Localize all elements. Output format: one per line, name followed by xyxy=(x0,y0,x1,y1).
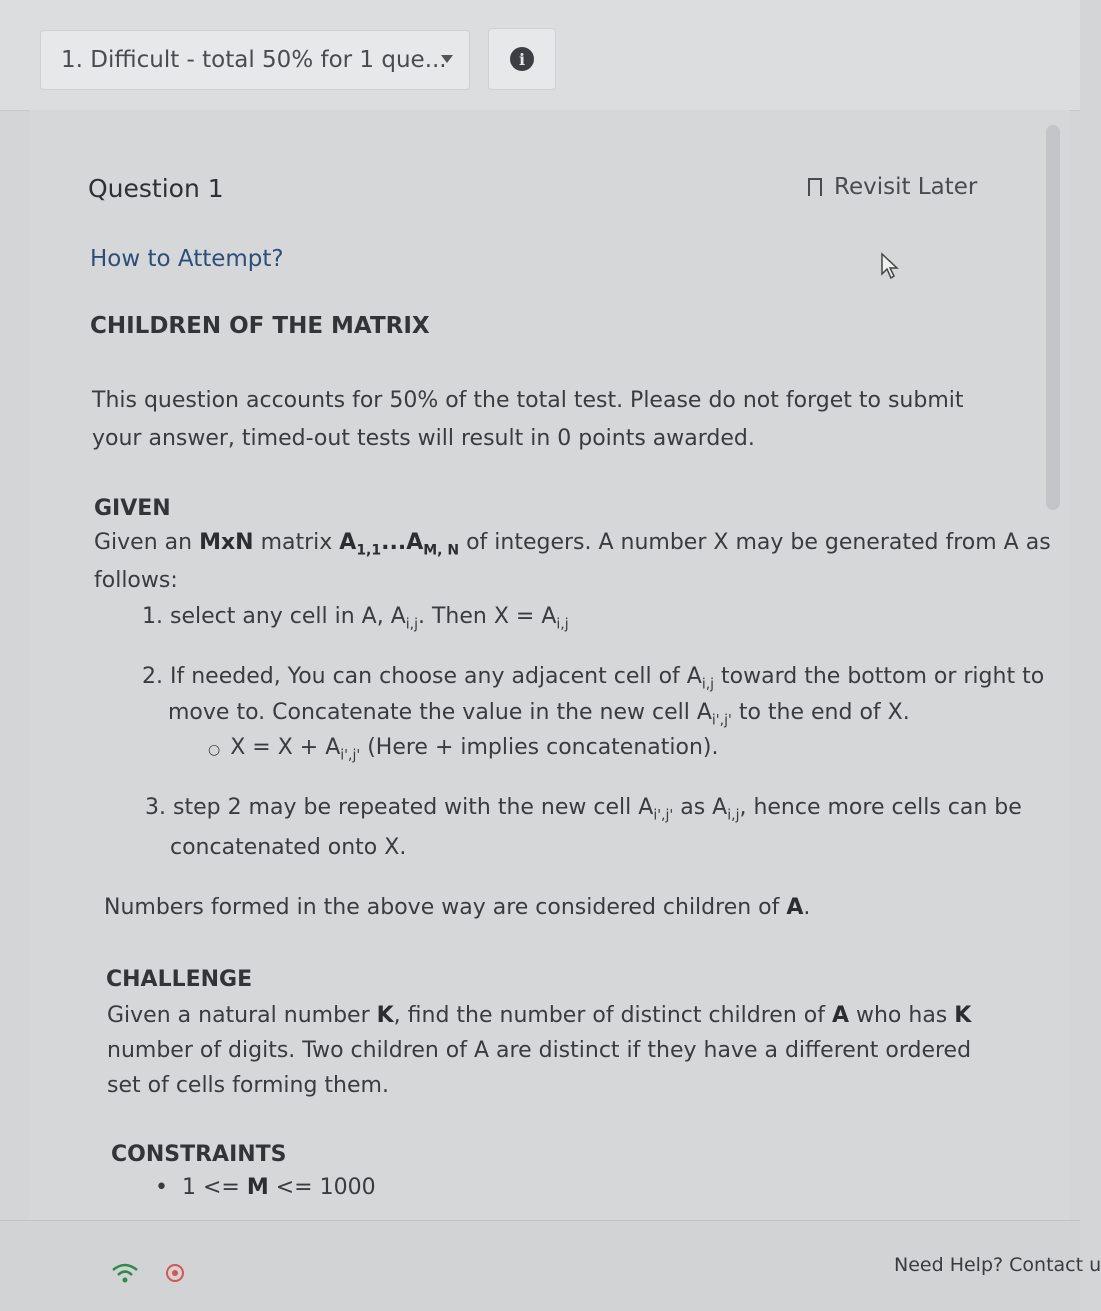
recording-icon xyxy=(166,1264,184,1282)
step-1: 1. select any cell in A, $A_{i,j}$. Then $X = A_{i,j}$ xyxy=(142,604,569,633)
question-dropdown[interactable] xyxy=(40,30,470,90)
given-text-cont: follows: xyxy=(94,568,178,593)
challenge-heading: CHALLENGE xyxy=(106,967,253,992)
revisit-later-label: Revisit Later xyxy=(834,174,978,200)
step-2-line-2: move to. Concatenate the value in the new cell $A_{i',j'}$ to the end of X. xyxy=(168,700,910,729)
mouse-cursor-icon xyxy=(880,252,900,280)
top-bar xyxy=(0,0,1080,111)
revisit-later-button[interactable] xyxy=(808,174,977,200)
info-button[interactable] xyxy=(488,28,556,90)
step-3-line-2: concatenated onto X. xyxy=(170,835,407,860)
question-dropdown-label: 1. Difficult - total 50% for 1 que... xyxy=(61,47,447,73)
wifi-icon xyxy=(110,1262,140,1284)
problem-title: CHILDREN OF THE MATRIX xyxy=(90,313,430,339)
constraints-heading: CONSTRAINTS xyxy=(111,1142,287,1167)
constraint-item: • 1 <= M <= 1000 xyxy=(155,1175,376,1200)
given-text: Given an MxN matrix $A_{1,1}...A_{M, N}$ of integers. A number X may be generated from A as xyxy=(94,530,1051,559)
step-2-line-1: 2. If needed, You can choose any adjacent cell of $A_{i,j}$ toward the bottom or right to xyxy=(142,664,1045,693)
how-to-attempt-link[interactable]: How to Attempt? xyxy=(90,246,284,272)
scrollbar[interactable] xyxy=(1046,125,1060,510)
step-2-subbullet: ○ $X = X + A_{i',j'}$ (Here + implies concatenation). xyxy=(208,735,719,764)
challenge-text: Given a natural number K, find the number of distinct children of A who has K number of digits. Two children of A are distinct if they have a different ordered set of cells forming them. xyxy=(107,1003,972,1098)
children-note: Numbers formed in the above way are considered children of A. xyxy=(104,895,811,920)
intro-paragraph: This question accounts for 50% of the total test. Please do not forget to submit your answer, timed-out tests will result in 0 points awarded. xyxy=(92,388,964,451)
bookmark-icon xyxy=(808,178,822,196)
info-icon: i xyxy=(510,47,534,71)
question-title: Question 1 xyxy=(88,174,224,203)
step-3-line-1: 3. step 2 may be repeated with the new cell $A_{i',j'}$ as $A_{i,j}$, hence more cells can be xyxy=(145,795,1022,824)
given-heading: GIVEN xyxy=(94,496,171,521)
chevron-down-icon xyxy=(441,55,453,63)
help-link[interactable]: Need Help? Contact u xyxy=(894,1254,1101,1276)
